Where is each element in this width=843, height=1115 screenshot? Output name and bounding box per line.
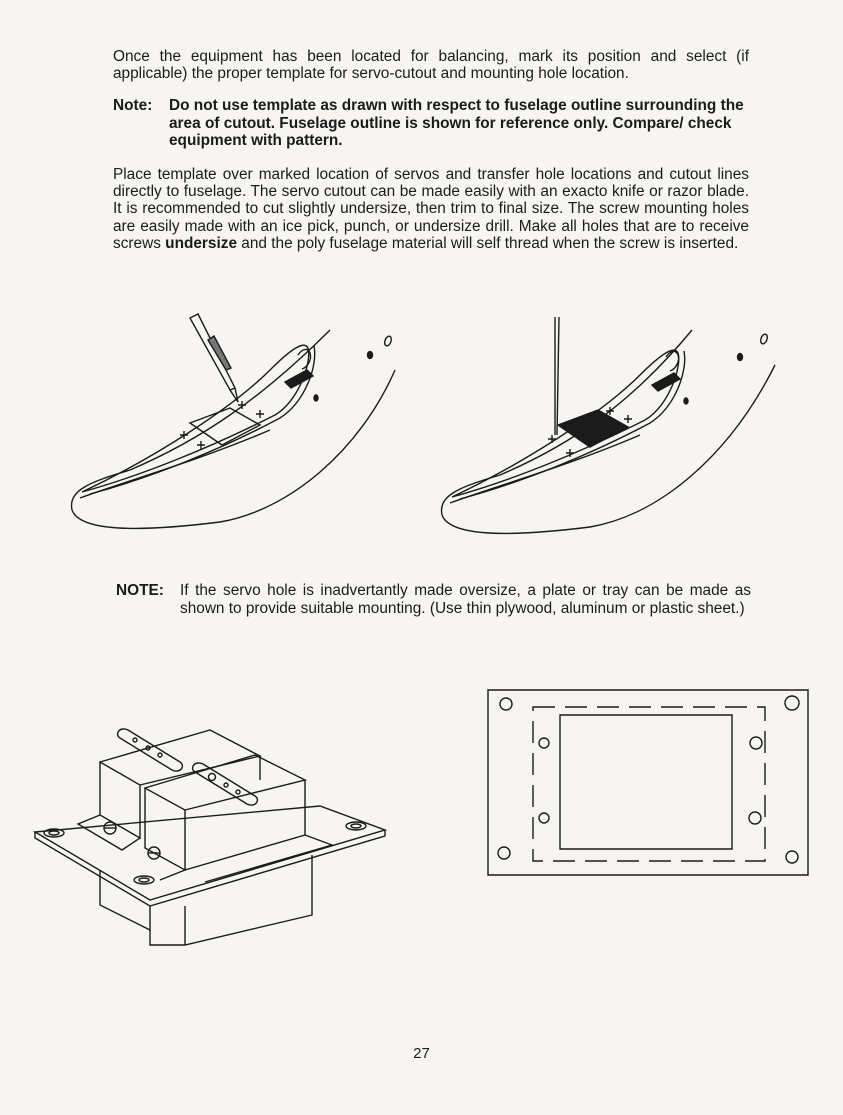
note-text: If the servo hole is inadvertantly made oversize, a plate or tray can be made as shown to provide suitable mounting. (Use thin plywood, aluminum or plastic sheet.) [180, 582, 751, 617]
servo-tray-illustration [30, 720, 390, 950]
page-number: 27 [413, 1045, 430, 1062]
fuselage-knife-illustration [60, 310, 410, 540]
note-label: NOTE: [116, 582, 164, 599]
fuselage-ice-pick-illustration [430, 315, 780, 545]
note-label: Note: [113, 97, 153, 114]
intro-paragraph: Once the equipment has been located for balancing, mark its position and select (if applicable) the proper template for servo-cutout and mounting hole location. [113, 48, 749, 83]
note-text: Do not use template as drawn with respect to fuselage outline surrounding the area of cutout. Fuselage outline is shown for reference only. Compare/ check equipment with pattern. [169, 97, 744, 150]
template-paragraph [113, 166, 749, 252]
template-paragraph-end: and the poly fuselage material will self thread when the screw is inserted. [237, 234, 739, 252]
tray-template-illustration [485, 685, 815, 880]
template-paragraph-start: Place template over marked location of servos and transfer hole locations and cutout lines directly to fuselage. The servo cutout can be made easily with an exacto knife or razor blade. It is recommended to cut slightly undersize, then trim to final size. The screw mounting holes are easily made with an ice pick, punch, or undersize drill. Make all holes that are to receive screws [113, 166, 749, 252]
undersize-emphasis: undersize [165, 234, 238, 252]
